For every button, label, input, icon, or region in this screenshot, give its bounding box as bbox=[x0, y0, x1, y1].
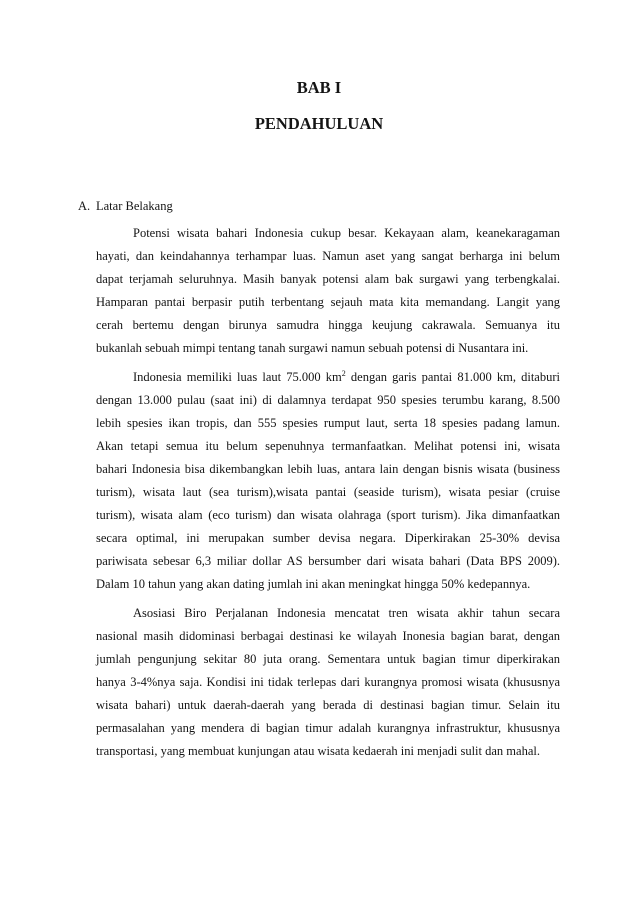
text-line: turism), wisata laut (sea turism),wisata pantai (seaside turism), wisata pesiar (cruise bbox=[96, 485, 560, 500]
text-line: Hamparan pantai berpasir putih terbentang sejauh mata kita memandang. Langit yang bbox=[96, 295, 560, 310]
text-line bbox=[96, 366, 560, 389]
chapter-number: BAB I bbox=[296, 78, 342, 97]
section-title: Latar Belakang bbox=[96, 199, 173, 213]
text-line: dapat terjamah seluruhnya. Masih banyak potensi alam bak surgawi yang terbengkalai. bbox=[96, 272, 560, 287]
text-line: jumlah pengunjung sekitar 80 juta orang. Sementara untuk bagian timur diperkirakan bbox=[96, 651, 560, 666]
text-line: Asosiasi Biro Perjalanan Indonesia mencatat tren wisata akhir tahun secara bbox=[133, 605, 560, 620]
paragraph-1 bbox=[96, 222, 560, 361]
section-marker: A. bbox=[78, 199, 91, 213]
text-line: turism), wisata alam (eco turism) dan wisata olahraga (sport turism). Jika dimanfaatkan bbox=[96, 508, 560, 523]
text-line: bukanlah sebuah mimpi tentang tanah surgawi namun sebuah potensi di Nusantara ini. bbox=[96, 341, 529, 356]
chapter-title: PENDAHULUAN bbox=[254, 114, 384, 133]
text-line: cerah bertemu dengan birunya samudra hingga keujung cakrawala. Semuanya itu bbox=[96, 318, 560, 333]
text-line: secara optimal, ini merupakan sumber devisa negara. Diperkirakan 25-30% devisa bbox=[96, 531, 560, 546]
text-line: pariwisata sebesar 6,3 miliar dollar AS bersumber dari wisata bahari (Data BPS 2009). bbox=[96, 554, 560, 569]
body-text bbox=[96, 222, 560, 768]
text-line: nasional masih didominasi berbagai destinasi ke wilayah Inonesia bagian barat, dengan bbox=[96, 628, 560, 643]
text-line: bahari Indonesia bisa dikembangkan lebih luas, antara lain dengan bisnis wisata (business bbox=[96, 461, 560, 476]
text-line: dengan 13.000 pulau (saat ini) di dalamnya terdapat 950 spesies terumbu karang, 8.500 bbox=[96, 392, 560, 407]
text-line: permasalahan yang mendera di bagian timur adalah kurangnya infrastruktur, khususnya bbox=[96, 720, 560, 735]
text-line: Dalam 10 tahun yang akan dating jumlah ini akan meningkat hingga 50% kedepannya. bbox=[96, 577, 531, 592]
text-run: Indonesia memiliki luas laut 75.000 km bbox=[133, 369, 342, 384]
text-line: hanya 3-4%nya saja. Kondisi ini tidak terlepas dari kurangnya promosi wisata (khususnya bbox=[96, 674, 560, 689]
text-line: lebih spesies ikan tropis, dan 555 spesies rumput laut, serta 18 spesies padang lamun. bbox=[96, 415, 560, 430]
text-line: transportasi, yang membuat kunjungan atau wisata kedaerah ini menjadi sulit dan mahal. bbox=[96, 744, 540, 759]
text-line: wisata bahari) untuk daerah-daerah yang berada di destinasi bagian timur. Selain itu bbox=[96, 697, 560, 712]
text-line: Akan tetapi semua itu belum sepenuhnya termanfaatkan. Melihat potensi ini, wisata bbox=[96, 438, 560, 453]
paragraph-3 bbox=[96, 602, 560, 764]
paragraph-2 bbox=[96, 366, 560, 597]
superscript: 2 bbox=[341, 368, 346, 378]
text-line: hayati, dan keindahannya terhampar luas. Namun aset yang sangat berharga ini belum bbox=[96, 249, 560, 264]
text-line: Potensi wisata bahari Indonesia cukup besar. Kekayaan alam, keanekaragaman bbox=[133, 226, 560, 240]
text-run: dengan garis pantai 81.000 km, ditaburi bbox=[345, 369, 560, 384]
